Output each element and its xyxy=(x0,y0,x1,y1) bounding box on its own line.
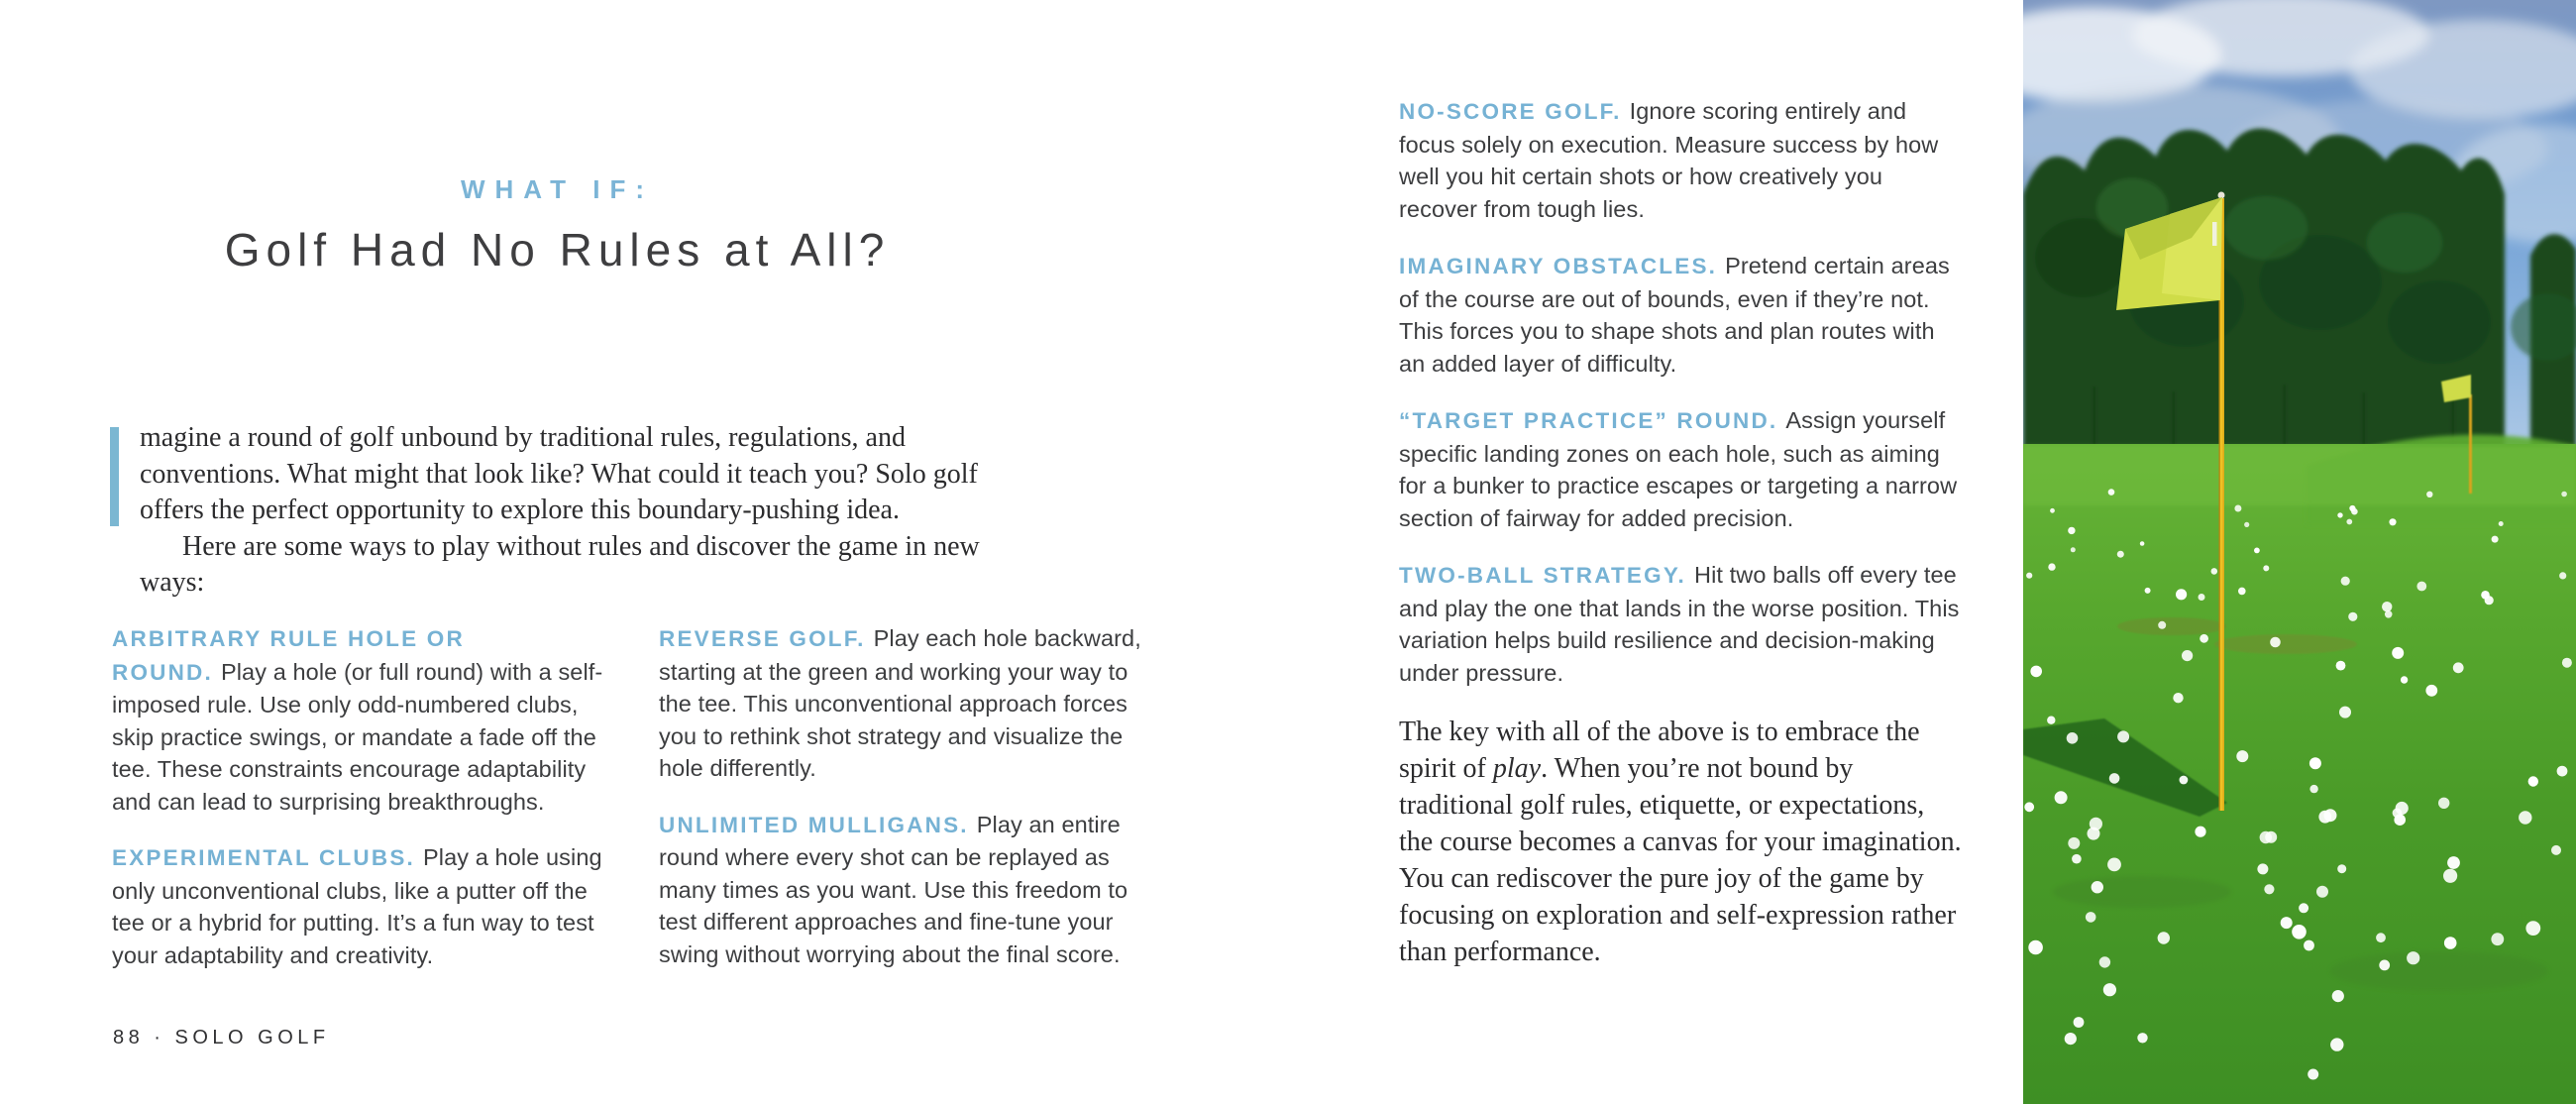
section-no-score-golf xyxy=(1399,95,1962,225)
section-body: Assign yourself specific landing zones on each hole, such as aiming for a bunker to practice escapes or targeting a narrow section of fairway for added precision. xyxy=(1399,407,1958,531)
treeline xyxy=(2023,129,2576,464)
section-body: Hit two balls off every tee and play the one that lands in the worse position. This variation helps build resilience and decision-making under pressure. xyxy=(1399,562,1960,686)
right-page-column xyxy=(1399,95,1962,998)
section-heading: NO-SCORE GOLF. xyxy=(1399,99,1622,124)
section-heading: “TARGET PRACTICE” ROUND. xyxy=(1399,408,1778,433)
section-target-practice-round xyxy=(1399,404,1962,534)
section-imaginary-obstacles xyxy=(1399,250,1962,380)
intro-paragraphs xyxy=(112,420,996,602)
driving-range-photo xyxy=(2023,0,2576,1104)
intro-paragraph-2: Here are some ways to play without rules and discover the game in new ways: xyxy=(140,530,980,598)
section-body: Play a hole using only unconventional clubs, like a putter off the tee or a hybrid for putting. It’s a fun way to test your adaptability and creativity. xyxy=(112,844,602,968)
kicker-what-if: WHAT IF: xyxy=(460,174,655,204)
section-heading: EXPERIMENTAL CLUBS. xyxy=(112,845,415,870)
two-column-section xyxy=(112,622,1160,995)
section-unlimited-mulligans xyxy=(659,809,1160,971)
section-heading: TWO-BALL STRATEGY. xyxy=(1399,563,1687,588)
closing-emphasis: play xyxy=(1492,753,1542,784)
section-experimental-clubs xyxy=(112,841,613,971)
driving-range-photo-svg xyxy=(2023,0,2576,1104)
section-heading: IMAGINARY OBSTACLES. xyxy=(1399,254,1718,278)
closing-rest: . When you’re not bound by traditional golf rules, etiquette, or expectations, the course becomes a canvas for your imagination. You can rediscover the pure joy of the game by focusing on exploration and self-expression rather than performance. xyxy=(1399,753,1962,967)
flag-tag xyxy=(2212,222,2217,246)
closing-lead: The key with all of the above is to embrace the spirit of xyxy=(1399,717,1920,784)
section-heading: REVERSE GOLF. xyxy=(659,626,866,651)
section-body: Ignore scoring entirely and focus solely on execution. Measure success by how well you hit certain shots or how creatively you recover from tough lies. xyxy=(1399,98,1939,222)
page-number-footer: 88 · SOLO GOLF xyxy=(113,1027,330,1049)
flagpole-2 xyxy=(2469,394,2472,494)
section-body: Play each hole backward, starting at the green and working your way to the tee. This unconventional approach forces you to rethink shot strategy and visualize the hole differently. xyxy=(659,625,1141,781)
section-heading: ARBITRARY RULE HOLE OR ROUND. xyxy=(112,626,465,685)
column-middle xyxy=(659,622,1160,995)
section-heading: UNLIMITED MULLIGANS. xyxy=(659,812,969,837)
closing-paragraph xyxy=(1399,714,1962,970)
intro-paragraph-1: magine a round of golf unbound by traditional rules, regulations, and conventions. What might that look like? What could it teach you? Solo golf offers the perfect opportunity to explore this boundary-pushing idea. xyxy=(140,422,978,525)
section-body: Play an entire round where every shot can be replayed as many times as you want. Use this freedom to test different approaches and fine-tune your swing without worrying about the final score. xyxy=(659,811,1128,967)
page-title: Golf Had No Rules at All? xyxy=(224,224,891,276)
chapter-heading-block xyxy=(114,174,1001,276)
section-two-ball-strategy xyxy=(1399,559,1962,689)
column-left xyxy=(112,622,613,995)
section-body: Pretend certain areas of the course are out of bounds, even if they’re not. This forces you to shape shots and plan routes with an added layer of difficulty. xyxy=(1399,253,1950,377)
dropcap-bar xyxy=(110,427,119,526)
section-arbitrary-rule xyxy=(112,622,613,818)
section-body: Play a hole (or full round) with a self-imposed rule. Use only odd-numbered clubs, skip practice swings, or mandate a fade off the tee. These constraints encourage adaptability and can lead to surprising breakthroughs. xyxy=(112,658,603,815)
section-reverse-golf xyxy=(659,622,1160,785)
